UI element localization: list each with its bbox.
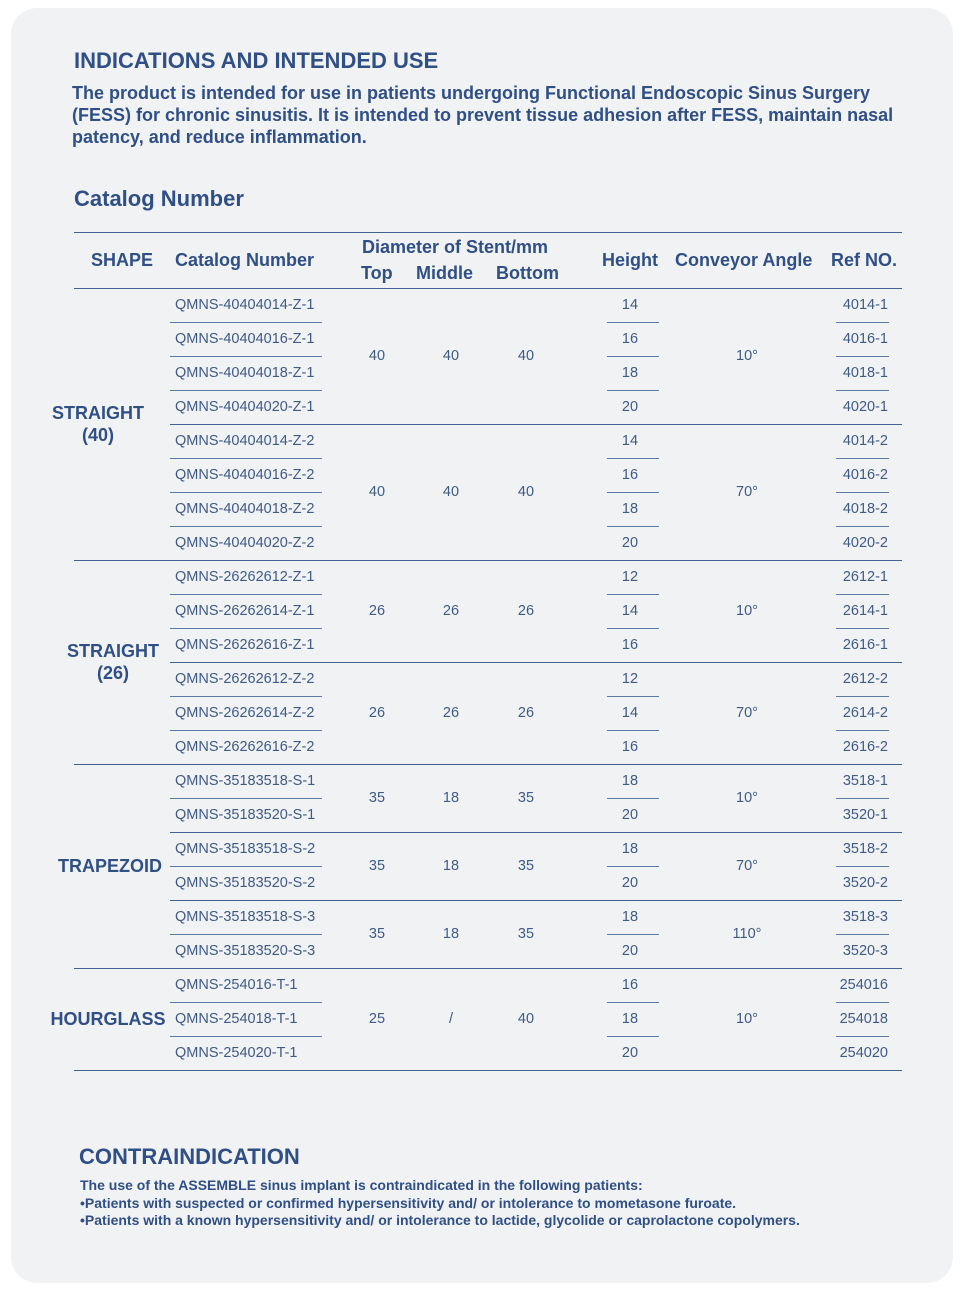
ref-number-cell: 2614-2 bbox=[842, 705, 888, 721]
height-cell: 16 bbox=[621, 739, 639, 755]
height-cell: 18 bbox=[621, 841, 639, 857]
row-rule bbox=[170, 934, 322, 935]
header-diameter: Diameter of Stent/mm bbox=[362, 237, 549, 257]
catalog-number-cell: QMNS-35183518-S-2 bbox=[175, 841, 316, 857]
ref-number-cell: 2612-2 bbox=[842, 671, 888, 687]
header-bottom: Bottom bbox=[496, 263, 559, 283]
ref-number-cell: 4018-2 bbox=[842, 501, 888, 517]
row-rule bbox=[836, 458, 889, 459]
shape-rule bbox=[74, 764, 902, 765]
ref-number-cell: 4016-2 bbox=[842, 467, 888, 483]
diameter-top-value: 26 bbox=[368, 603, 386, 619]
table-bottom-rule bbox=[74, 1070, 902, 1071]
diameter-middle-value: 40 bbox=[442, 348, 460, 364]
row-rule bbox=[607, 730, 659, 731]
ref-number-cell: 254020 bbox=[839, 1045, 888, 1061]
diameter-middle-value: 18 bbox=[442, 858, 460, 874]
row-rule bbox=[836, 492, 889, 493]
ref-number-cell: 4014-1 bbox=[842, 297, 888, 313]
height-cell: 12 bbox=[621, 671, 639, 687]
ref-number-cell: 3520-1 bbox=[842, 807, 888, 823]
diameter-bottom-value: 35 bbox=[517, 790, 535, 806]
height-cell: 16 bbox=[621, 467, 639, 483]
diameter-top-value: 25 bbox=[368, 1011, 386, 1027]
conveyor-angle-value: 10° bbox=[736, 1011, 758, 1027]
shape-label bbox=[67, 640, 159, 684]
catalog-number-cell: QMNS-26262612-Z-2 bbox=[175, 671, 315, 687]
conveyor-angle-value: 10° bbox=[736, 603, 758, 619]
catalog-number-cell: QMNS-40404014-Z-2 bbox=[175, 433, 315, 449]
height-cell: 16 bbox=[621, 331, 639, 347]
conveyor-angle-value: 10° bbox=[736, 348, 758, 364]
diameter-top-value: 40 bbox=[368, 484, 386, 500]
diameter-bottom-value: 40 bbox=[517, 484, 535, 500]
contraindication-item: •Patients with a known hypersensitivity and/ or intolerance to lactide, glycolide or caprolactone copolymers. bbox=[80, 1212, 800, 1228]
height-cell: 14 bbox=[621, 603, 639, 619]
shape-rule bbox=[74, 560, 902, 561]
ref-number-cell: 4020-2 bbox=[842, 535, 888, 551]
row-rule bbox=[170, 322, 322, 323]
row-rule bbox=[836, 390, 889, 391]
row-rule bbox=[607, 526, 659, 527]
ref-number-cell: 4018-1 bbox=[842, 365, 888, 381]
row-rule bbox=[170, 696, 322, 697]
row-rule bbox=[607, 866, 659, 867]
ref-number-cell: 3518-1 bbox=[842, 773, 888, 789]
height-cell: 20 bbox=[621, 1045, 639, 1061]
header-middle: Middle bbox=[416, 263, 473, 283]
conveyor-angle-value: 70° bbox=[736, 484, 758, 500]
header-ref: Ref NO. bbox=[831, 250, 898, 270]
shape-rule bbox=[74, 968, 902, 969]
row-rule bbox=[607, 1002, 659, 1003]
row-rule bbox=[170, 458, 322, 459]
row-rule bbox=[170, 798, 322, 799]
height-cell: 14 bbox=[621, 297, 639, 313]
row-rule bbox=[607, 356, 659, 357]
row-rule bbox=[170, 390, 322, 391]
row-rule bbox=[836, 594, 889, 595]
ref-number-cell: 3520-3 bbox=[842, 943, 888, 959]
diameter-middle-value: 40 bbox=[442, 484, 460, 500]
diameter-middle-value: 18 bbox=[442, 926, 460, 942]
catalog-number-cell: QMNS-35183520-S-2 bbox=[175, 875, 316, 891]
ref-number-cell: 3520-2 bbox=[842, 875, 888, 891]
table-top-rule bbox=[74, 232, 902, 233]
shape-label bbox=[50, 1008, 165, 1030]
row-rule bbox=[607, 594, 659, 595]
diameter-bottom-value: 26 bbox=[517, 603, 535, 619]
row-rule bbox=[607, 322, 659, 323]
height-cell: 12 bbox=[621, 569, 639, 585]
catalog-number-cell: QMNS-40404018-Z-2 bbox=[175, 501, 315, 517]
diameter-top-value: 35 bbox=[368, 926, 386, 942]
indications-title: INDICATIONS AND INTENDED USE bbox=[74, 48, 439, 73]
header-height: Height bbox=[602, 250, 658, 270]
diameter-middle-value: 26 bbox=[442, 705, 460, 721]
catalog-number-cell: QMNS-40404020-Z-2 bbox=[175, 535, 315, 551]
group-rule bbox=[170, 900, 902, 901]
catalog-number-cell: QMNS-26262614-Z-1 bbox=[175, 603, 315, 619]
diameter-bottom-value: 35 bbox=[517, 858, 535, 874]
group-rule bbox=[170, 424, 902, 425]
row-rule bbox=[607, 934, 659, 935]
row-rule bbox=[836, 356, 889, 357]
catalog-number-cell: QMNS-35183520-S-1 bbox=[175, 807, 316, 823]
catalog-number-cell: QMNS-40404020-Z-1 bbox=[175, 399, 315, 415]
row-rule bbox=[607, 458, 659, 459]
row-rule bbox=[836, 866, 889, 867]
catalog-number-cell: QMNS-254016-T-1 bbox=[175, 977, 298, 993]
row-rule bbox=[170, 526, 322, 527]
row-rule bbox=[836, 798, 889, 799]
ref-number-cell: 254018 bbox=[839, 1011, 888, 1027]
row-rule bbox=[607, 696, 659, 697]
ref-number-cell: 3518-2 bbox=[842, 841, 888, 857]
catalog-number-cell: QMNS-254020-T-1 bbox=[175, 1045, 298, 1061]
ref-number-cell: 3518-3 bbox=[842, 909, 888, 925]
row-rule bbox=[836, 696, 889, 697]
row-rule bbox=[836, 526, 889, 527]
row-rule bbox=[607, 798, 659, 799]
conveyor-angle-value: 70° bbox=[736, 858, 758, 874]
row-rule bbox=[170, 1002, 322, 1003]
height-cell: 20 bbox=[621, 875, 639, 891]
ref-number-cell: 2612-1 bbox=[842, 569, 888, 585]
group-rule bbox=[170, 832, 902, 833]
row-rule bbox=[836, 934, 889, 935]
ref-number-cell: 4016-1 bbox=[842, 331, 888, 347]
catalog-number-cell: QMNS-26262612-Z-1 bbox=[175, 569, 315, 585]
header-shape: SHAPE bbox=[91, 250, 154, 270]
header-angle: Conveyor Angle bbox=[675, 250, 813, 270]
height-cell: 18 bbox=[621, 501, 639, 517]
row-rule bbox=[607, 628, 659, 629]
conveyor-angle-value: 70° bbox=[736, 705, 758, 721]
row-rule bbox=[170, 730, 322, 731]
diameter-bottom-value: 35 bbox=[517, 926, 535, 942]
diameter-bottom-value: 26 bbox=[517, 705, 535, 721]
row-rule bbox=[170, 866, 322, 867]
height-cell: 18 bbox=[621, 773, 639, 789]
height-cell: 18 bbox=[621, 365, 639, 381]
row-rule bbox=[836, 730, 889, 731]
catalog-number-cell: QMNS-26262616-Z-1 bbox=[175, 637, 315, 653]
height-cell: 20 bbox=[621, 943, 639, 959]
ref-number-cell: 4020-1 bbox=[842, 399, 888, 415]
catalog-number-cell: QMNS-40404016-Z-1 bbox=[175, 331, 315, 347]
shape-label bbox=[58, 855, 162, 877]
height-cell: 18 bbox=[621, 909, 639, 925]
diameter-middle-value: 26 bbox=[442, 603, 460, 619]
height-cell: 20 bbox=[621, 399, 639, 415]
row-rule bbox=[836, 628, 889, 629]
group-rule bbox=[170, 662, 902, 663]
conveyor-angle-value: 110° bbox=[732, 926, 762, 942]
catalog-number-cell: QMNS-35183520-S-3 bbox=[175, 943, 316, 959]
row-rule bbox=[607, 1036, 659, 1037]
contraindication-section bbox=[80, 1177, 940, 1230]
row-rule bbox=[170, 492, 322, 493]
row-rule bbox=[170, 594, 322, 595]
catalog-title: Catalog Number bbox=[74, 186, 244, 211]
catalog-number-cell: QMNS-26262616-Z-2 bbox=[175, 739, 315, 755]
height-cell: 16 bbox=[621, 637, 639, 653]
diameter-middle-value: / bbox=[448, 1011, 454, 1027]
diameter-top-value: 40 bbox=[368, 348, 386, 364]
shape-name: HOURGLASS bbox=[50, 1009, 166, 1029]
ref-number-cell: 2616-1 bbox=[842, 637, 888, 653]
catalog-number-cell: QMNS-26262614-Z-2 bbox=[175, 705, 315, 721]
shape-name: TRAPEZOID bbox=[57, 856, 163, 876]
row-rule bbox=[836, 1002, 889, 1003]
height-cell: 20 bbox=[621, 535, 639, 551]
ref-number-cell: 254016 bbox=[839, 977, 888, 993]
diameter-bottom-value: 40 bbox=[517, 348, 535, 364]
height-cell: 16 bbox=[621, 977, 639, 993]
row-rule bbox=[170, 356, 322, 357]
header-bottom-rule bbox=[74, 288, 902, 289]
diameter-top-value: 35 bbox=[368, 790, 386, 806]
contraindication-item: •Patients with suspected or confirmed hypersensitivity and/ or intolerance to mometasone furoate. bbox=[80, 1194, 737, 1211]
shape-name: STRAIGHT bbox=[67, 641, 159, 661]
diameter-middle-value: 18 bbox=[442, 790, 460, 806]
height-cell: 18 bbox=[621, 1011, 639, 1027]
indications-text: The product is intended for use in patients undergoing Functional Endoscopic Sinus Surgery (FESS) for chronic sinusitis. It is intended to prevent tissue adhesion after FESS, maintain nasal patency, and reduce inflammation. bbox=[72, 83, 894, 147]
shape-size: (40) bbox=[81, 425, 114, 445]
shape-name: STRAIGHT bbox=[52, 403, 144, 423]
catalog-number-cell: QMNS-254018-T-1 bbox=[175, 1011, 298, 1027]
row-rule bbox=[607, 492, 659, 493]
contraindication-title: CONTRAINDICATION bbox=[79, 1144, 300, 1169]
height-cell: 14 bbox=[621, 433, 639, 449]
conveyor-angle-value: 10° bbox=[736, 790, 758, 806]
diameter-top-value: 26 bbox=[368, 705, 386, 721]
contraindication-intro: The use of the ASSEMBLE sinus implant is contraindicated in the following patients: bbox=[80, 1177, 643, 1193]
catalog-number-cell: QMNS-40404016-Z-2 bbox=[175, 467, 315, 483]
diameter-bottom-value: 40 bbox=[517, 1011, 535, 1027]
diameter-top-value: 35 bbox=[368, 858, 386, 874]
header-top: Top bbox=[361, 263, 393, 283]
row-rule bbox=[836, 1036, 889, 1037]
catalog-number-cell: QMNS-40404014-Z-1 bbox=[175, 297, 315, 313]
catalog-number-cell: QMNS-35183518-S-1 bbox=[175, 773, 316, 789]
ref-number-cell: 2614-1 bbox=[842, 603, 888, 619]
shape-size: (26) bbox=[96, 663, 129, 683]
row-rule bbox=[170, 628, 322, 629]
row-rule bbox=[607, 390, 659, 391]
catalog-number-cell: QMNS-40404018-Z-1 bbox=[175, 365, 315, 381]
ref-number-cell: 4014-2 bbox=[842, 433, 888, 449]
row-rule bbox=[836, 322, 889, 323]
ref-number-cell: 2616-2 bbox=[842, 739, 888, 755]
height-cell: 20 bbox=[621, 807, 639, 823]
header-catalog-number: Catalog Number bbox=[175, 250, 315, 270]
catalog-number-cell: QMNS-35183518-S-3 bbox=[175, 909, 316, 925]
shape-label bbox=[52, 402, 144, 446]
row-rule bbox=[170, 1036, 322, 1037]
height-cell: 14 bbox=[621, 705, 639, 721]
